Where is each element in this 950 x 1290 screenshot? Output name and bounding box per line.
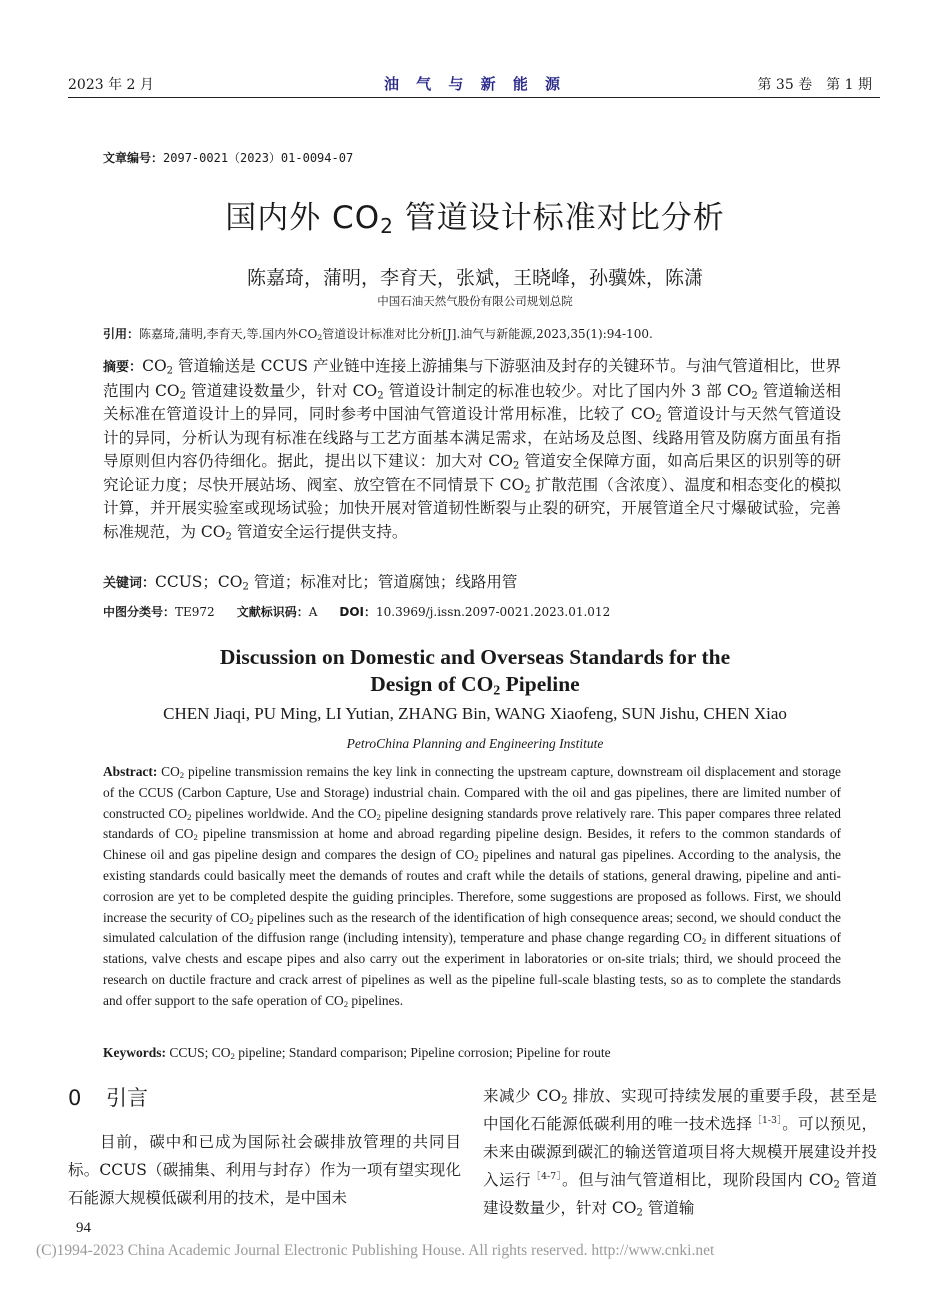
body-left-column: 目前，碳中和已成为国际社会碳排放管理的共同目标。CCUS（碳捕集、利用与封存）作为一项有望实现化石能源大规模低碳利用的技术，是中国未	[68, 1133, 461, 1207]
page-title: 国内外 $CO_2$ 管道设计标准对比分析	[225, 200, 725, 239]
abstract-cn: 摘要：$CO_2$ 管道输送是 CCUS 产业链中连接上游捕集与下游驱油及封存的关键环节。与油气管道相比，世界范围内 $CO_2$ 管道建设数量少，针对 $CO_2$ 管道设计制定的标准也较少。对比了国内外 3 部 $CO_2$ 管道输送相关标准在管道设计上的异同，同时参考中国油气管道设计常用标准，比较了 $CO_2$ 管道设计与天然气管道设计的异同，分析认为现有标准在线路与工艺方面基本满足需求，在站场及总图、线路用管及防腐方面虽有指导原则但内容仍待细化。据此，提出以下建议：加大对 $CO_2$ 管道安全保障方面，如高后果区的识别等的研究论证力度；尽快开展站场、阀室、放空管在不同情景下 $CO_2$ 扩散范围（含浓度）、温度和相态变化的模拟计算，并开展实验室或现场试验；加快开展对管道韧性断裂与止裂的研究，开展管道全尺寸爆破试验，完善标准规范，为 $CO_2$ 管道安全运行提供支持。	[103, 357, 842, 543]
classification: 中图分类号：TE972 文献标识码：A DOI：10.3969/j.issn.2097-0021.2023.01.012	[103, 605, 611, 619]
body-right-column: 来减少 $CO_2$ 排放、实现可持续发展的重要手段，甚至是中国化石能源低碳利用的唯一技术选择$^{[1-3]}$。可以预见，未来由碳源到碳汇的输送管道项目将大规模开展建设并投入运行$^{[4-7]}$。但与油气管道相比，现阶段国内 $CO_2$ 管道建设数量少，针对 $CO_2$ 管道输	[483, 1087, 877, 1219]
header-volume: 第 35 卷 第 1 期	[757, 77, 872, 93]
header-date: 2023 年 2 月	[68, 77, 154, 93]
abstract-en: Abstract: $CO_2$ pipeline transmission remains the key link in connecting the upstream capture, downstream oil displacement and storage of the CCUS (Carbon Capture, Use and Storage) industrial chain. Compared with the oil and gas pipelines, there are limited number of constructed $CO_2$ pipelines worldwide. And the $CO_2$ pipeline designing standards prove relatively rare. This paper compares three related standards of $CO_2$ pipeline transmission at home and abroad regarding pipeline design. Besides, it refers to the common standards of Chinese oil and gas pipeline design and compares the design of $CO_2$ pipelines and natural gas pipelines. According to the analysis, the existing standards could basically meet the demands of routes and craft while the details of stations, general drawing, pipeline and anti-corrosion are yet to be completed despite the guiding principles. Therefore, some suggestions are proposed as follows. First, we should increase the security of $CO_2$ pipelines such as the research of the identification of high consequence areas; second, we should conduct the simulated calculation of the diffusion range (including intensity), temperature and phase change regarding $CO_2$ in different situations of stations, valve chests and escape pipes and also carry out the experiment in laboratories or on-site trials; third, we should proceed the research on ductile fracture and crack arrest of pipelines as well as the pipeline full-scale blasting tests, so as to complete the standards and offer support to the safe operation of $CO_2$ pipelines.	[103, 764, 842, 1009]
english-affiliation: PetroChina Planning and Engineering Institute	[346, 736, 604, 751]
copyright-footer: (C)1994-2023 China Academic Journal Electronic Publishing House. All rights reserved. http://www.cnki.net	[36, 1242, 715, 1259]
citation: 引用：陈嘉琦,蒲明,李育天,等.国内外$CO_2$管道设计标准对比分析[J].油气与新能源,2023,35(1):94-100.	[103, 327, 653, 342]
article-number	[103, 149, 353, 166]
affiliation: 中国石油天然气股份有限公司规划总院	[377, 294, 573, 308]
article-number-label: 文章编号：	[103, 151, 164, 165]
doi-value[interactable]: 10.3969/j.issn.2097-0021.2023.01.012	[376, 605, 611, 619]
keywords-en: Keywords: CCUS; $CO_2$ pipeline; Standard comparison; Pipeline corrosion; Pipeline for route	[103, 1045, 611, 1062]
page-number: 94	[76, 1220, 91, 1236]
authors: 陈嘉琦，蒲明，李育天，张斌，王晓峰，孙骥姝，陈潇	[246, 267, 703, 289]
article-number-value: 2097-0021（2023）01-0094-07	[163, 151, 354, 165]
english-authors: CHEN Jiaqi, PU Ming, LI Yutian, ZHANG Bin, WANG Xiaofeng, SUN Jishu, CHEN Xiao	[163, 704, 787, 723]
journal-name: 油 气 与 新 能 源	[383, 75, 567, 93]
keywords-cn: 关键词：CCUS；$CO_2$ 管道；标准对比；管道腐蚀；线路用管	[103, 573, 518, 593]
section-heading: 0 引言	[68, 1086, 148, 1110]
header-rule	[68, 97, 880, 98]
english-title: Discussion on Domestic and Overseas Standards for the Design of $CO_2$ Pipeline	[219, 645, 731, 699]
